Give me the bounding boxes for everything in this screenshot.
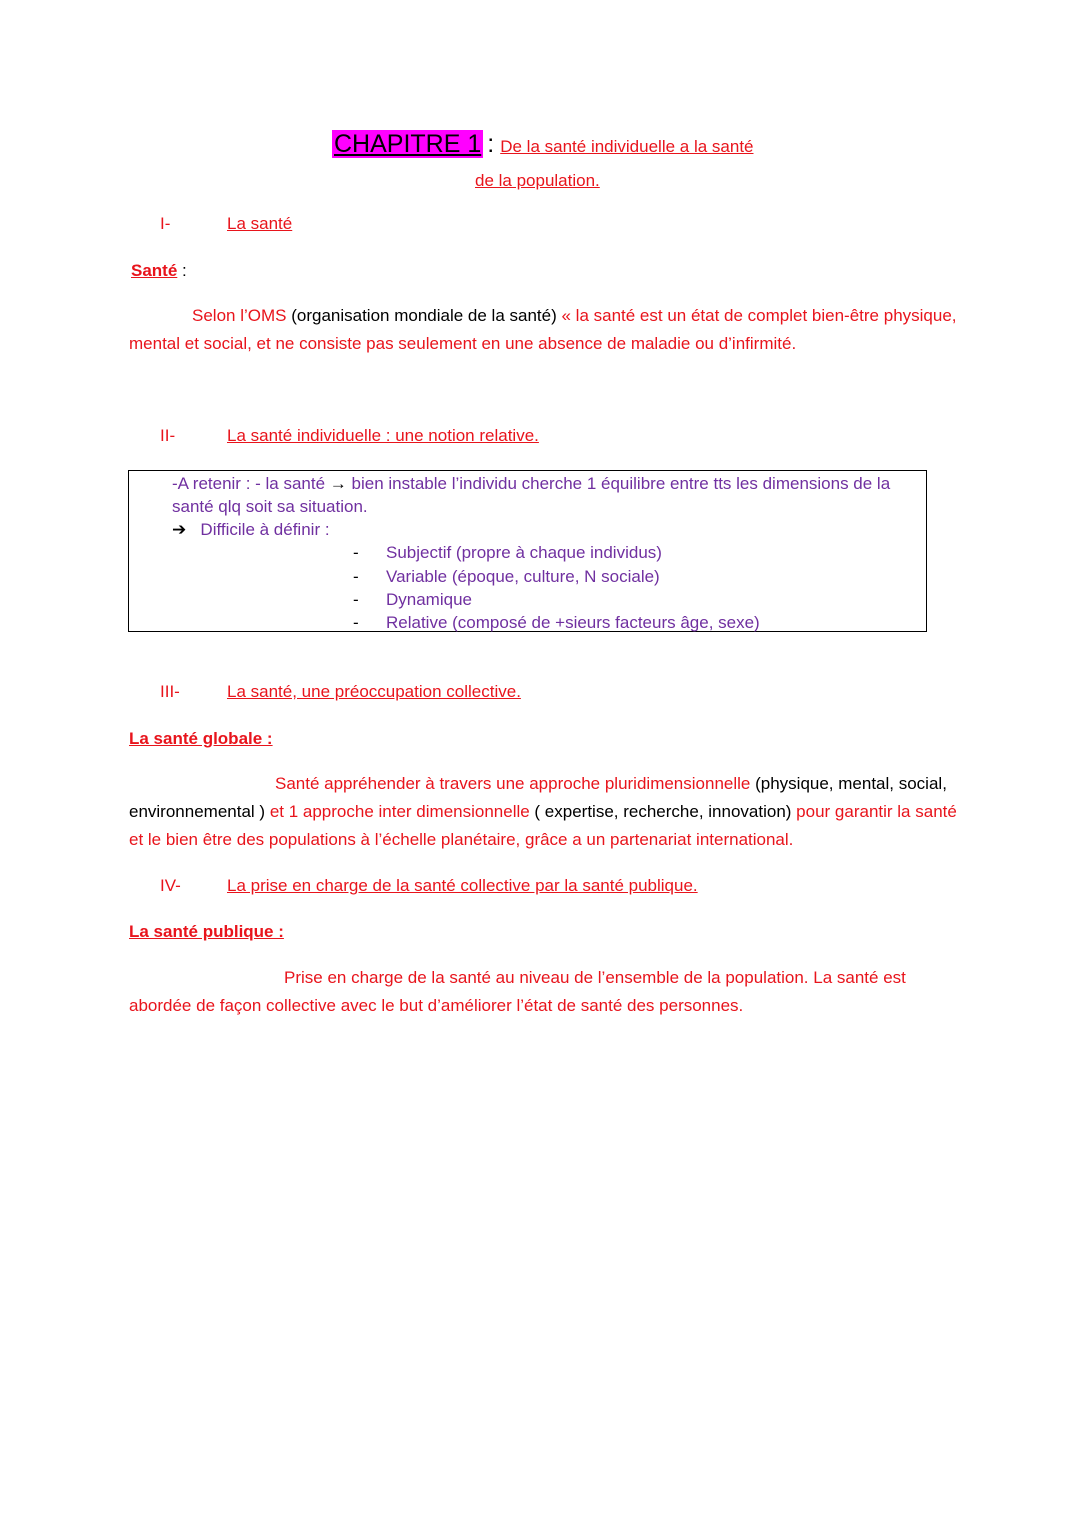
chapter-label: CHAPITRE 1 [334,130,482,158]
list-item: Dynamique [386,590,472,609]
bold-arrow-icon: ➔ [172,520,187,539]
list-dash: - [353,590,359,609]
section-2-number: II- [160,426,176,445]
list-item: Variable (époque, culture, N sociale) [386,567,660,586]
section-1-number: I- [160,214,171,233]
retain-line-2: santé qlq soit sa situation. [172,497,368,516]
retain-line-3 [172,520,330,540]
chapter-title [332,130,754,159]
section-2-title: La santé individuelle : une notion relative. [227,426,539,445]
retain-line-1-b: bien instable l’individu cherche 1 équilibre entre tts les dimensions de la [346,474,891,493]
chapter-subtitle-line2: de la population. [475,171,600,190]
list-item: Subjectif (propre à chaque individus) [386,543,662,562]
retain-line-1 [172,474,890,494]
list-item: Relative (composé de +sieurs facteurs âge, sexe) [386,613,760,632]
sante-globale-red-1: Santé appréhender à travers une approche pluridimensionnelle [275,774,751,793]
term-sante-label: Santé [131,261,178,280]
section-4-number: IV- [160,876,181,895]
sante-globale-black-1: (physique, mental, social, environnemental ) [129,774,947,821]
oms-definition-part1: Selon l’OMS [192,306,287,325]
sante-globale-black-2: ( expertise, recherche, innovation) [529,802,797,821]
sante-globale-red-3: pour garantir la santé et le bien être des populations à l’échelle planétaire, grâce a un partenariat international. [129,802,957,849]
oms-definition [129,302,959,358]
term-sante [129,261,187,281]
section-4-title: La prise en charge de la santé collective par la santé publique. [227,876,698,895]
section-1-title: La santé [227,214,293,233]
chapter-colon: : [487,130,495,158]
retain-line-1-a: -A retenir : - la santé [172,474,330,493]
list-dash: - [353,613,359,632]
section-3-number: III- [160,682,180,701]
sante-globale-red-2: et 1 approche inter dimensionnelle [269,802,530,821]
list-dash: - [353,567,359,586]
oms-definition-part2: (organisation mondiale de la santé) [286,306,562,325]
term-sante-colon: : [182,261,187,280]
arrow-right-icon: → [329,474,347,493]
oms-definition-part3: « la santé est un état de complet bien-être physique, mental et social, et ne consiste pas seulement en une absence de maladie ou d’infirmité. [129,306,957,353]
section-3-title: La santé, une préoccupation collective. [227,682,521,701]
retain-box [128,470,927,632]
sante-publique-paragraph: Prise en charge de la santé au niveau de l’ensemble de la population. La santé est abordée de façon collective avec le but d’améliorer l’état de santé des personnes. [129,968,906,1015]
chapter-subtitle-line1: De la santé individuelle a la santé [500,137,754,156]
retain-line-3-text: Difficile à définir : [200,520,330,539]
term-sante-globale: La santé globale : [129,729,273,748]
sante-globale-paragraph [129,770,959,854]
term-sante-publique: La santé publique : [129,922,284,941]
list-dash: - [353,543,359,562]
